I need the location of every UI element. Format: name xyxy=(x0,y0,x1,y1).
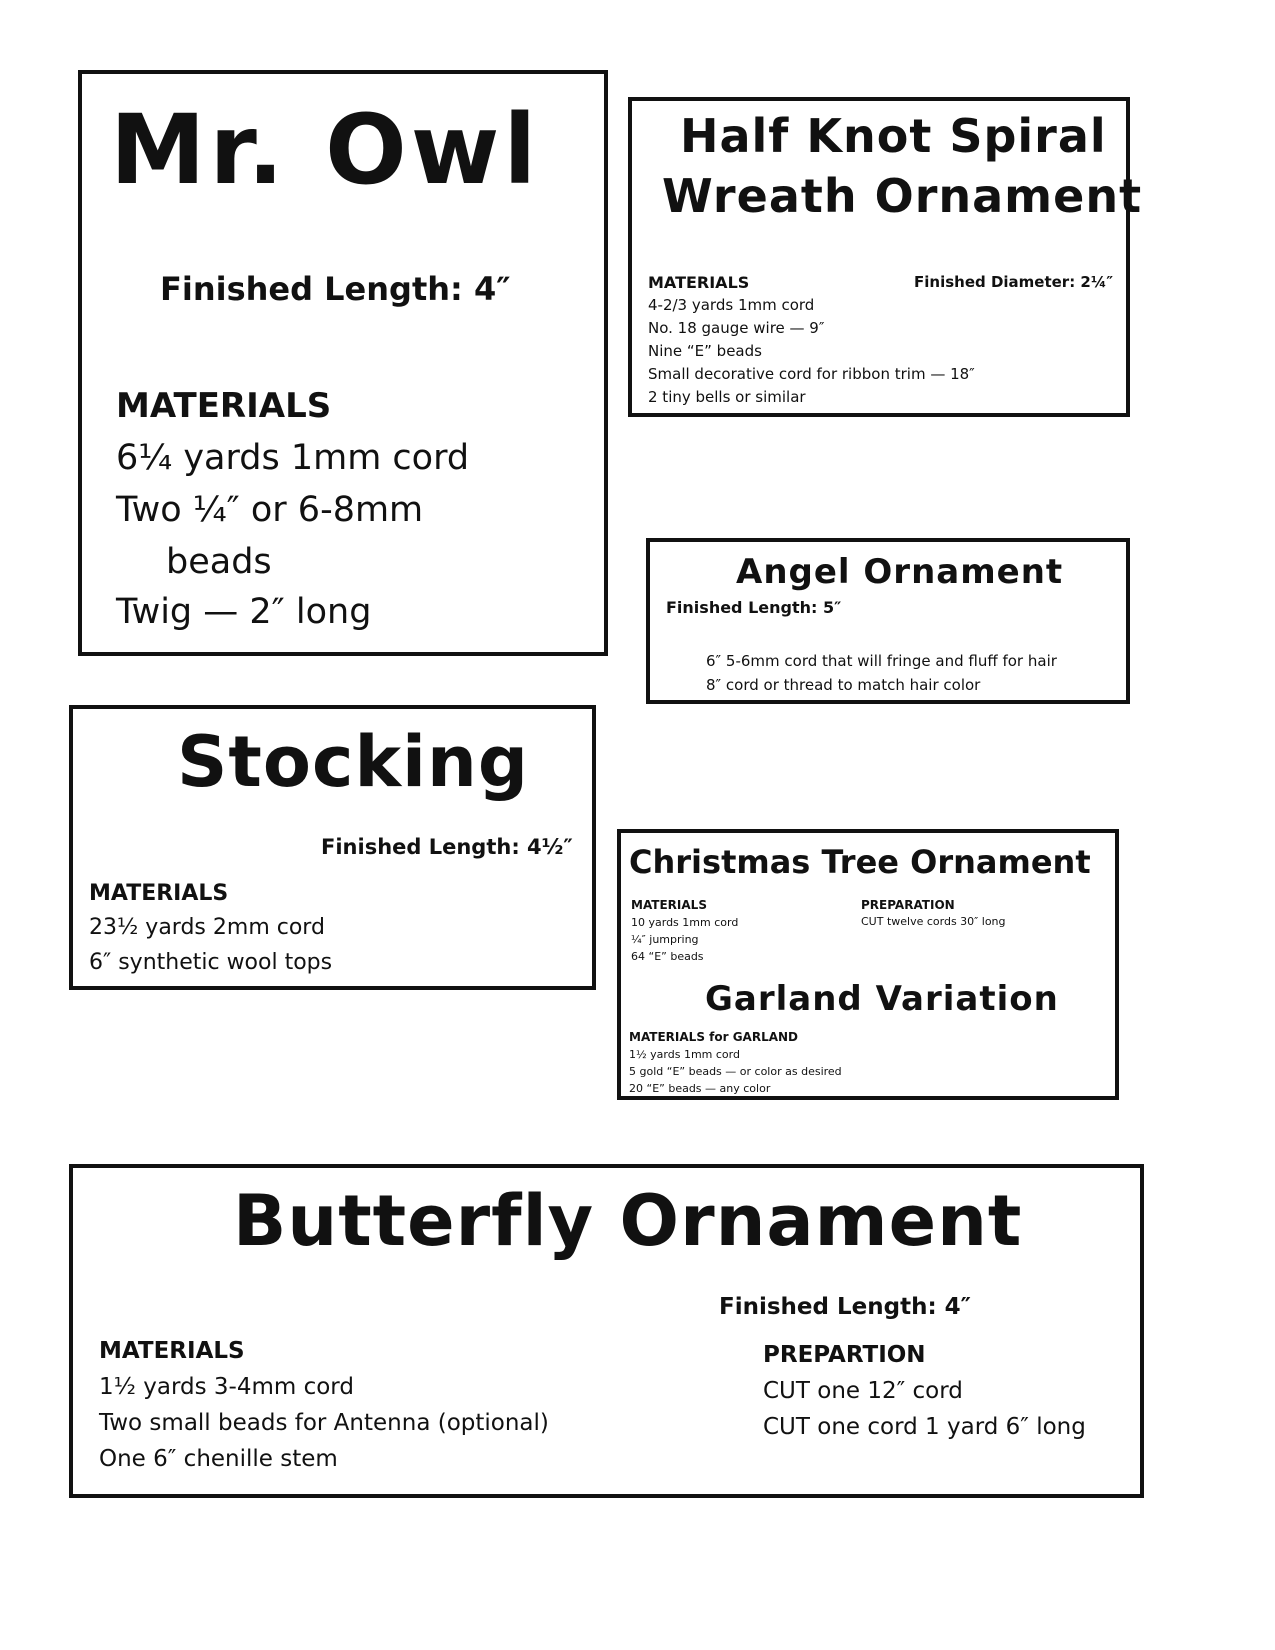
spiral-title-line-2: Wreath Ornament xyxy=(662,169,1143,223)
mr-owl-material-4: Twig — 2″ long xyxy=(116,592,372,632)
butterfly-materials-heading: MATERIALS xyxy=(99,1338,245,1364)
garland-material-1: 1½ yards 1mm cord xyxy=(629,1048,740,1061)
spiral-material-1: 4-2/3 yards 1mm cord xyxy=(648,296,815,314)
angel-finished-length: Finished Length: 5″ xyxy=(666,598,842,617)
stocking-material-1: 23½ yards 2mm cord xyxy=(89,915,325,940)
stocking-material-2: 6″ synthetic wool tops xyxy=(89,950,333,975)
angel-material-1: 6″ 5-6mm cord that will fringe and fluff for hair xyxy=(706,652,1057,670)
garland-material-2: 5 gold “E” beads — or color as desired xyxy=(629,1065,842,1078)
mr-owl-material-2: Two ¼″ or 6-8mm xyxy=(116,490,424,530)
christmas-tree-title: Christmas Tree Ornament xyxy=(629,843,1091,881)
garland-materials-heading: MATERIALS for GARLAND xyxy=(629,1030,799,1044)
butterfly-prep-2: CUT one cord 1 yard 6″ long xyxy=(763,1414,1086,1440)
tree-material-3: 64 “E” beads xyxy=(631,950,704,963)
spiral-material-2: No. 18 gauge wire — 9″ xyxy=(648,319,825,337)
mr-owl-materials-heading: MATERIALS xyxy=(116,386,332,426)
half-knot-spiral-card xyxy=(628,97,1143,417)
garland-material-3: 20 “E” beads — any color xyxy=(629,1082,771,1095)
spiral-material-3: Nine “E” beads xyxy=(648,342,762,360)
butterfly-ornament-card xyxy=(69,1164,1144,1498)
mr-owl-finished-length: Finished Length: 4″ xyxy=(160,270,511,308)
stocking-finished-length: Finished Length: 4½″ xyxy=(321,835,573,859)
stocking-materials-heading: MATERIALS xyxy=(89,881,229,906)
christmas-tree-card xyxy=(617,829,1119,1100)
butterfly-prep-1: CUT one 12″ cord xyxy=(763,1378,963,1404)
angel-material-2: 8″ cord or thread to match hair color xyxy=(706,676,981,694)
spiral-finished-diameter: Finished Diameter: 2¼″ xyxy=(914,273,1114,291)
angel-title: Angel Ornament xyxy=(736,552,1064,592)
tree-preparation-heading: PREPARATION xyxy=(861,898,955,912)
tree-prep-1: CUT twelve cords 30″ long xyxy=(861,915,1006,928)
spiral-title-line-1: Half Knot Spiral xyxy=(680,109,1107,163)
spiral-materials-heading: MATERIALS xyxy=(648,273,750,292)
butterfly-material-3: One 6″ chenille stem xyxy=(99,1446,338,1472)
spiral-material-5: 2 tiny bells or similar xyxy=(648,388,806,406)
tree-material-2: ¼″ jumpring xyxy=(631,933,699,946)
angel-ornament-card xyxy=(646,538,1130,704)
tree-materials-heading: MATERIALS xyxy=(631,898,707,912)
butterfly-material-2: Two small beads for Antenna (optional) xyxy=(99,1410,549,1436)
spiral-material-4: Small decorative cord for ribbon trim — 18″ xyxy=(648,365,975,383)
mr-owl-material-3: beads xyxy=(166,542,272,582)
butterfly-finished-length: Finished Length: 4″ xyxy=(719,1294,971,1320)
mr-owl-card xyxy=(78,70,608,656)
butterfly-material-1: 1½ yards 3-4mm cord xyxy=(99,1374,354,1400)
butterfly-title: Butterfly Ornament xyxy=(233,1180,1023,1262)
tree-material-1: 10 yards 1mm cord xyxy=(631,916,739,929)
butterfly-preparation-heading: PREPARTION xyxy=(763,1342,926,1368)
stocking-title: Stocking xyxy=(177,721,529,803)
mr-owl-material-1: 6¼ yards 1mm cord xyxy=(116,438,470,478)
mr-owl-title: Mr. Owl xyxy=(110,94,541,206)
garland-variation-title: Garland Variation xyxy=(705,979,1059,1019)
stocking-card xyxy=(69,705,596,990)
